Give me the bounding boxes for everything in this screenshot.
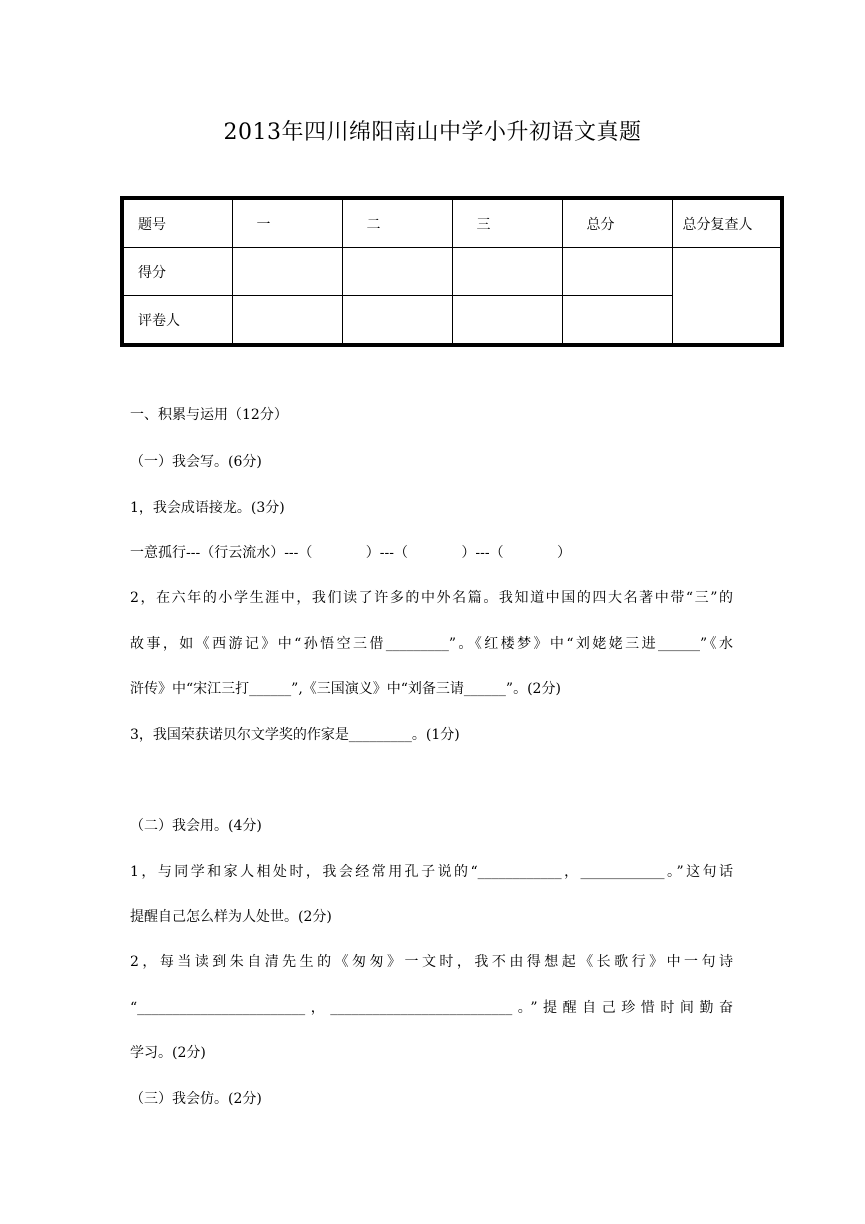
grader-cell: [562, 296, 672, 346]
section-heading: 一、积累与运用（12分）: [130, 407, 288, 423]
question-line: 1，我会成语接龙。(3分): [130, 500, 285, 516]
question-line: 3，我国荣获诺贝尔文学奖的作家是_________。(1分): [130, 727, 460, 743]
reviewer-cell: [672, 248, 782, 346]
score-cell: [452, 248, 562, 296]
score-table: [120, 196, 784, 347]
table-row-score: [122, 248, 782, 296]
score-cell: [342, 248, 452, 296]
question-line: 故事，如《西游记》中“孙悟空三借_________”。《红楼梦》中“刘姥姥三进______”《水: [130, 636, 733, 652]
question-line: 2，每当读到朱自清先生的《匆匆》一文时，我不由得想起《长歌行》中一句诗: [130, 954, 733, 970]
page-title: 2013年四川绵阳南山中学小升初语文真题: [223, 120, 642, 145]
subsection-heading: （二）我会用。(4分): [130, 818, 262, 834]
score-cell: [562, 248, 672, 296]
header-cell-number: 题号: [122, 198, 232, 248]
question-line: 学习。(2分): [130, 1045, 206, 1061]
question-line: 1，与同学和家人相处时，我会经常用孔子说的“____________，____________。”这句话: [130, 864, 733, 880]
grader-cell: [452, 296, 562, 346]
question-line: 提醒自己怎么样为人处世。(2分): [130, 909, 332, 925]
question-line: 浒传》中“宋江三打______”,《三国演义》中“刘备三请______”。(2分): [130, 681, 561, 697]
grader-cell: [342, 296, 452, 346]
header-cell-one: 一: [232, 198, 342, 248]
table-row-header: [122, 198, 782, 248]
row-label-grader: 评卷人: [122, 296, 232, 346]
grader-cell: [232, 296, 342, 346]
header-cell-total: 总分: [562, 198, 672, 248]
score-cell: [232, 248, 342, 296]
row-label-score: 得分: [122, 248, 232, 296]
question-line: 一意孤行---（行云流水）---（ ）---（ ）---（ ）: [130, 545, 571, 561]
header-cell-two: 二: [342, 198, 452, 248]
subsection-heading: （一）我会写。(6分): [130, 454, 262, 470]
subsection-heading: （三）我会仿。(2分): [130, 1091, 262, 1107]
header-cell-three: 三: [452, 198, 562, 248]
question-line: “________________________，__________________________。”提醒自己珍惜时间勤奋: [130, 1000, 733, 1016]
header-cell-reviewer: 总分复查人: [672, 198, 782, 248]
question-line: 2，在六年的小学生涯中，我们读了许多的中外名篇。我知道中国的四大名著中带“三”的: [130, 590, 733, 606]
